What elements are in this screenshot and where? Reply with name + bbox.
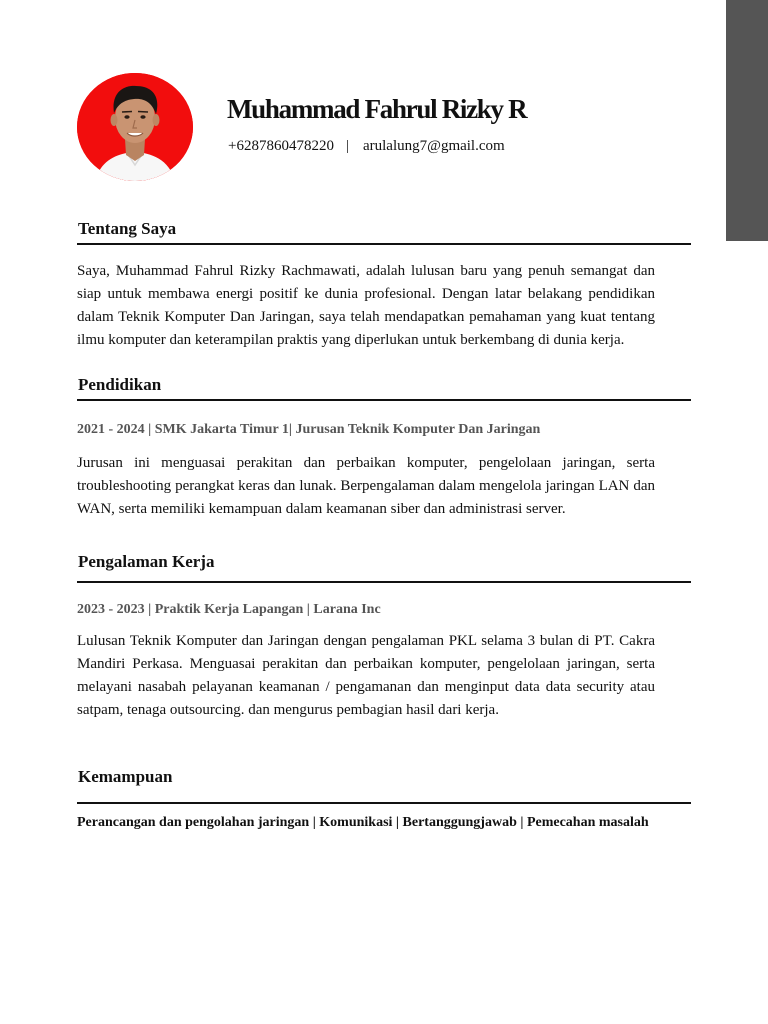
contact-line	[228, 138, 505, 155]
experience-meta: 2023 - 2023 | Praktik Kerja Lapangan | Larana Inc	[77, 602, 381, 617]
profile-photo	[77, 73, 193, 181]
about-divider	[77, 243, 691, 245]
skills-section-title: Kemampuan	[78, 767, 173, 786]
contact-separator: |	[345, 138, 349, 154]
email-address: arulalung7@gmail.com	[362, 138, 505, 154]
about-section-title: Tentang Saya	[78, 219, 177, 238]
skills-list: Perancangan dan pengolahan jaringan | Komunikasi | Bertanggungjawab | Pemecahan masalah	[77, 815, 649, 830]
phone-number: +6287860478220	[228, 138, 334, 154]
experience-divider	[77, 581, 691, 583]
experience-section-title: Pengalaman Kerja	[78, 552, 215, 571]
education-divider	[77, 399, 691, 401]
skills-divider	[77, 802, 691, 804]
education-text: Jurusan ini menguasai perakitan dan perbaikan komputer, pengelolaan jaringan, serta troubleshooting perangkat keras dan lunak. Berpengalaman dalam mengelola jaringan LAN dan WAN, serta memiliki kemampuan dalam keamanan siber dan administrasi server.	[77, 455, 655, 517]
education-meta: 2021 - 2024 | SMK Jakarta Timur 1| Jurusan Teknik Komputer Dan Jaringan	[77, 422, 541, 437]
candidate-name: Muhammad Fahrul Rizky R	[227, 94, 527, 124]
page-side-bar	[726, 0, 768, 241]
education-section-title: Pendidikan	[78, 375, 162, 394]
about-text: Saya, Muhammad Fahrul Rizky Rachmawati, adalah lulusan baru yang penuh semangat dan siap untuk membawa energi positif ke dunia profesional. Dengan latar belakang pendidikan dalam Teknik Komputer Dan Jaringan, saya telah mendapatkan pemahaman yang kuat tentang ilmu komputer dan keterampilan praktis yang diperlukan untuk berkembang di dunia kerja.	[77, 263, 655, 348]
person-portrait-icon	[77, 73, 193, 181]
experience-text: Lulusan Teknik Komputer dan Jaringan dengan pengalaman PKL selama 3 bulan di PT. Cakra Mandiri Perkasa. Menguasai perakitan dan perbaikan komputer, pengelolaan jaringan, serta melayani nasabah pelayanan keamanan / pengamanan dan menginput data data security atau satpam, tenaga outsourcing. dan mengurus pembagian hasil dari kerja.	[77, 633, 655, 718]
